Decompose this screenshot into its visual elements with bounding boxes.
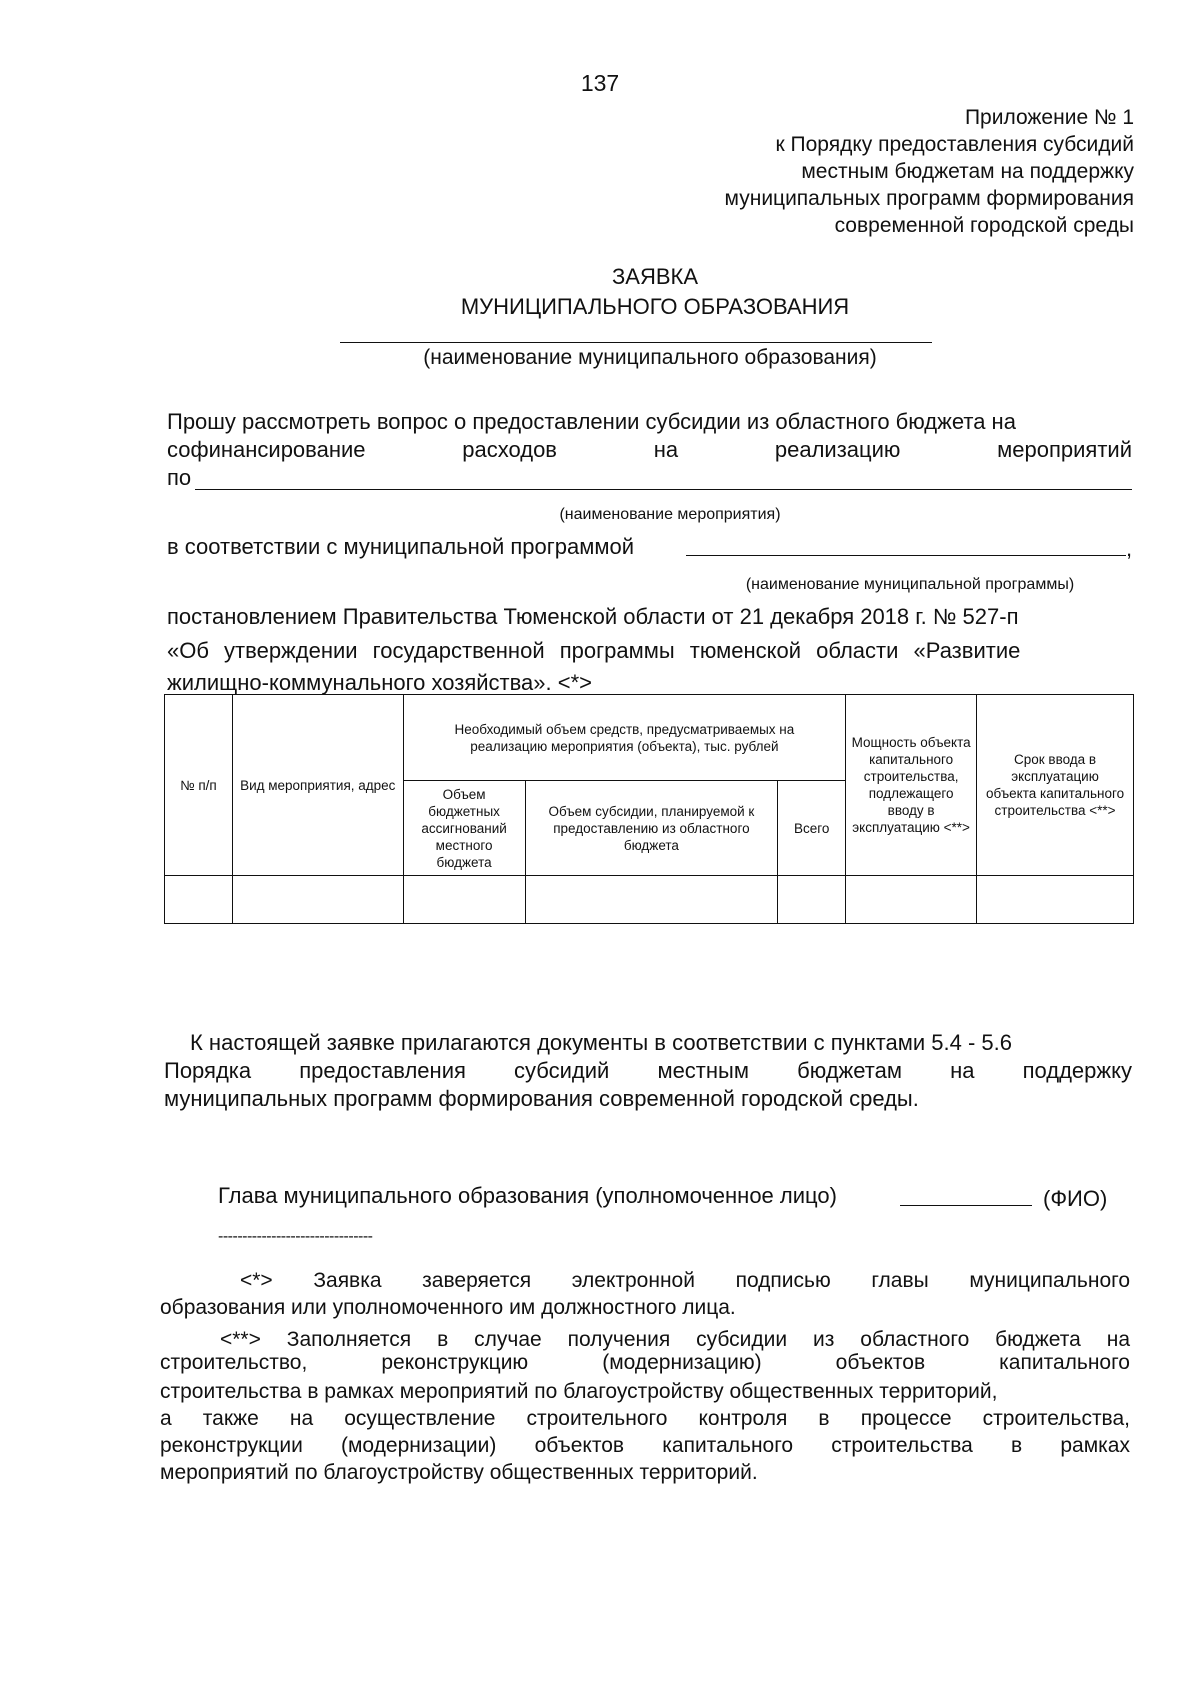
decree-line-1: постановлением Правительства Тюменской области от 21 декабря 2018 г. № 527-п <box>167 604 1019 629</box>
appendix-line: современной городской среды <box>834 214 1134 237</box>
table-cell[interactable] <box>525 876 778 924</box>
header-cell-type: Вид мероприятия, адрес <box>232 695 403 876</box>
note-2-line-3: строительства в рамках мероприятий по благоустройству общественных территорий, <box>160 1380 998 1403</box>
note-1-line-1-text: <*> Заявка заверяется электронной подписью главы муниципального <box>240 1269 1130 1292</box>
event-name-blank[interactable] <box>195 474 1132 490</box>
program-prefix: в соответствии с муниципальной программой <box>167 534 635 559</box>
attachments-line-2 <box>164 1057 1132 1084</box>
event-caption: (наименование мероприятия) <box>559 506 781 523</box>
signature-dashes: -------------------------------- <box>218 1228 373 1245</box>
table-cell[interactable] <box>232 876 403 924</box>
decree-line-3: жилищно-коммунального хозяйства». <*> <box>167 670 593 695</box>
request-line-2 <box>167 436 1132 463</box>
note-2-line-4-text: а также на осуществление строительного контроля в процессе строительства, <box>160 1407 1130 1430</box>
document-title <box>300 262 1010 322</box>
municipality-caption: (наименование муниципального образования) <box>423 346 877 369</box>
note-2-line-1-text: <**> Заполняется в случае получения субсидии из областного бюджета на <box>220 1328 1130 1351</box>
appendix-line: местным бюджетам на поддержку <box>801 160 1134 183</box>
signature-label: Глава муниципального образования (уполномоченное лицо) <box>218 1183 837 1208</box>
header-cell-subsidy: Объем субсидии, планируемой к предоставлению из областного бюджета <box>525 781 778 876</box>
appendix-line: Приложение № 1 <box>964 106 1134 129</box>
page-number: 137 <box>580 70 620 96</box>
note-1-line-1 <box>240 1268 1130 1293</box>
header-cell-capacity: Мощность объекта капитального строительства, подлежащего вводу в эксплуатацию <**> <box>846 695 977 876</box>
appendix-header <box>534 104 1134 239</box>
municipality-name-blank[interactable] <box>340 330 932 343</box>
table-row <box>165 876 1134 924</box>
note-2-line-6: мероприятий по благоустройству общественных территорий. <box>160 1461 758 1484</box>
header-cell-local-budget: Объем бюджетных ассигнований местного бюджета <box>403 781 525 876</box>
header-cell-funds-group: Необходимый объем средств, предусматриваемых на реализацию мероприятия (объекта), тыс. рублей <box>403 695 846 781</box>
funding-table <box>164 694 1134 924</box>
title-line-2: МУНИЦИПАЛЬНОГО ОБРАЗОВАНИЯ <box>460 294 850 319</box>
decree-line-2-text: «Об утверждении государственной программы тюменской области «Развитие <box>167 638 1021 663</box>
decree-line-2 <box>167 637 1132 664</box>
table-cell[interactable] <box>977 876 1134 924</box>
program-name-blank[interactable] <box>686 538 1126 556</box>
request-line-2-text: софинансирование расходов на реализацию мероприятий <box>167 437 1132 462</box>
table-cell[interactable] <box>165 876 233 924</box>
program-caption: (наименование муниципальной программы) <box>745 576 1075 593</box>
table-cell[interactable] <box>778 876 846 924</box>
note-2-line-4 <box>160 1406 1130 1431</box>
note-2-line-1 <box>220 1327 1130 1352</box>
attachments-line-3: муниципальных программ формирования современной городской среды. <box>164 1086 919 1111</box>
note-2-line-2-text: строительство, реконструкцию (модернизацию) объектов капитального <box>160 1351 1130 1374</box>
attachments-line-2-text: Порядка предоставления субсидий местным бюджетам на поддержку <box>164 1058 1132 1083</box>
header-cell-deadline: Срок ввода в эксплуатацию объекта капитального строительства <**> <box>977 695 1134 876</box>
appendix-line: к Порядку предоставления субсидий <box>775 133 1134 156</box>
appendix-line: муниципальных программ формирования <box>724 187 1134 210</box>
request-line-3-prefix: по <box>167 465 192 490</box>
title-line-1: ЗАЯВКА <box>611 264 698 289</box>
request-line-1: Прошу рассмотреть вопрос о предоставлении субсидии из областного бюджета на <box>167 409 1016 434</box>
signature-blank[interactable] <box>900 1188 1032 1206</box>
program-suffix: , <box>1126 536 1133 561</box>
attachments-line-1: К настоящей заявке прилагаются документы в соответствии с пунктами 5.4 - 5.6 <box>190 1030 1012 1055</box>
note-2-line-2 <box>160 1350 1130 1375</box>
header-cell-total: Всего <box>778 781 846 876</box>
table-cell[interactable] <box>403 876 525 924</box>
header-cell-num: № п/п <box>165 695 233 876</box>
note-2-line-5-text: реконструкции (модернизации) объектов капитального строительства в рамках <box>160 1434 1130 1457</box>
signature-fio: (ФИО) <box>1043 1186 1108 1211</box>
table-header-row <box>165 695 1134 781</box>
table-cell[interactable] <box>846 876 977 924</box>
note-2-line-5 <box>160 1433 1130 1458</box>
note-1-line-2: образования или уполномоченного им должностного лица. <box>160 1296 736 1319</box>
